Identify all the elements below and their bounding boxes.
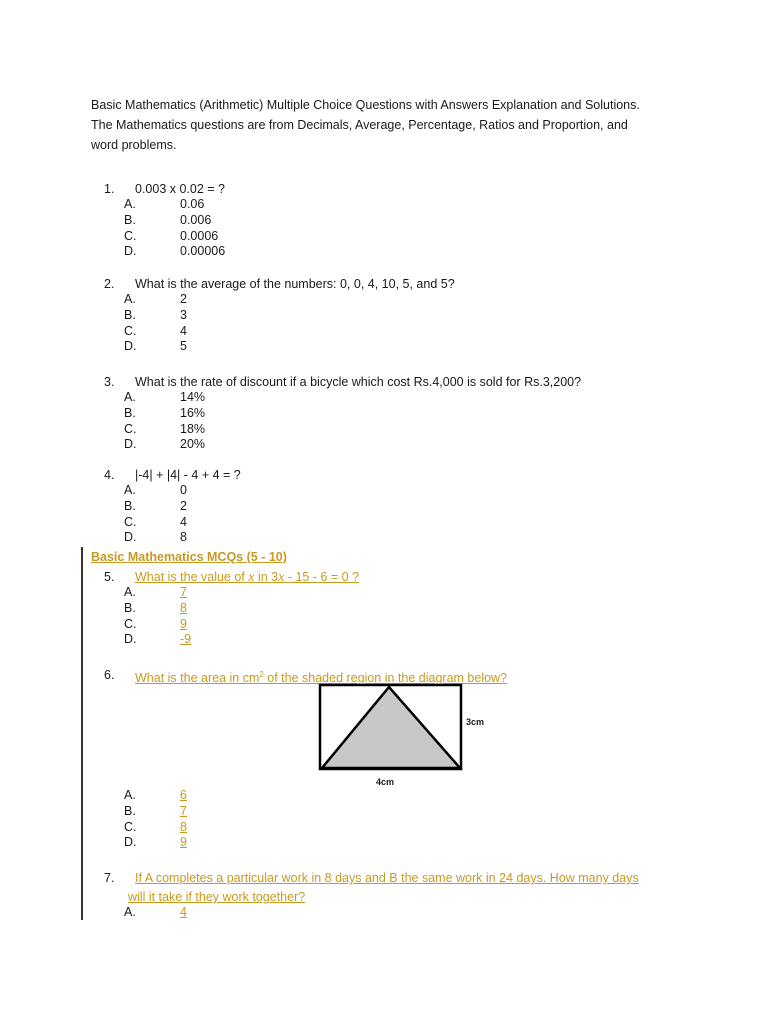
- option-a: [0, 483, 768, 499]
- option-value: 0.0006: [180, 228, 219, 243]
- option-value: 0.006: [180, 212, 212, 227]
- option-letter: D.: [124, 530, 137, 545]
- option-letter: C.: [124, 514, 137, 529]
- question-1: [0, 181, 768, 260]
- option-a: [0, 788, 768, 804]
- option-b: [0, 601, 768, 617]
- option-value-link[interactable]: 6: [180, 788, 187, 802]
- question-number: 5.: [104, 570, 115, 584]
- question-number: 2.: [104, 277, 115, 291]
- question-text: What is the area in cm: [135, 671, 260, 686]
- intro-line: Basic Mathematics (Arithmetic) Multiple Choice Questions with Answers Explanation and Solutions.: [91, 98, 640, 112]
- question-6-options: [0, 788, 768, 851]
- option-a: [0, 585, 768, 601]
- option-c: [0, 229, 768, 245]
- option-a: [0, 197, 768, 213]
- option-c: [0, 820, 768, 836]
- option-letter: A.: [124, 390, 136, 404]
- option-letter: B.: [124, 498, 136, 513]
- section-title-link[interactable]: Basic Mathematics MCQs (5 - 10): [91, 550, 287, 564]
- option-letter: B.: [124, 803, 136, 818]
- superscript: 2: [259, 670, 264, 679]
- option-letter: C.: [124, 616, 137, 631]
- question-text: 0.003 x 0.02 = ?: [135, 182, 226, 196]
- option-c: [0, 422, 768, 438]
- option-letter: B.: [124, 212, 136, 227]
- option-letter: C.: [124, 421, 137, 436]
- question-5: [0, 569, 768, 648]
- option-b: [0, 213, 768, 229]
- option-value-link[interactable]: 8: [180, 819, 187, 834]
- option-d: [0, 632, 768, 648]
- option-value: 3: [180, 307, 187, 322]
- question-link[interactable]: [135, 569, 359, 586]
- option-letter: A.: [124, 483, 136, 497]
- option-d: [0, 530, 768, 546]
- variable-x: x: [278, 570, 285, 585]
- option-letter: C.: [124, 819, 137, 834]
- question-text: What is the rate of discount if a bicycle which cost Rs.4,000 is sold for Rs.3,200?: [135, 375, 582, 389]
- option-value: 14%: [180, 390, 206, 404]
- option-letter: A.: [124, 585, 136, 599]
- option-value: 2: [180, 498, 187, 513]
- question-link[interactable]: will it take if they work together?: [128, 890, 306, 904]
- option-b: [0, 804, 768, 820]
- intro-line: word problems.: [91, 138, 177, 152]
- option-value: 8: [180, 530, 187, 545]
- question-number: 6.: [104, 668, 115, 682]
- option-value: 18%: [180, 421, 206, 436]
- diagram-svg: [318, 683, 498, 793]
- option-d: [0, 835, 768, 851]
- option-letter: D.: [124, 632, 137, 647]
- option-letter: C.: [124, 228, 137, 243]
- option-letter: A.: [124, 788, 136, 802]
- option-c: [0, 324, 768, 340]
- option-b: [0, 499, 768, 515]
- option-letter: B.: [124, 405, 136, 420]
- option-value-link[interactable]: 8: [180, 600, 187, 615]
- option-value-link[interactable]: 7: [180, 803, 187, 818]
- option-value: 2: [180, 292, 187, 306]
- option-b: [0, 308, 768, 324]
- question-text: of the shaded region in the diagram below?: [263, 671, 508, 686]
- option-value-link[interactable]: 4: [180, 905, 187, 919]
- option-value: 20%: [180, 437, 206, 452]
- option-letter: C.: [124, 323, 137, 338]
- option-letter: B.: [124, 307, 136, 322]
- question-2: [0, 276, 768, 355]
- option-letter: D.: [124, 244, 137, 259]
- question-number: 3.: [104, 375, 115, 389]
- option-value-link[interactable]: 9: [180, 616, 187, 631]
- question-text: - 15 - 6 = 0 ?: [284, 570, 360, 584]
- variable-x: x: [248, 570, 255, 585]
- question-text: in 3: [254, 570, 279, 584]
- question-text: |-4| + |4| - 4 + 4 = ?: [135, 468, 241, 482]
- question-text: What is the value of: [135, 570, 249, 584]
- option-d: [0, 244, 768, 260]
- intro-paragraph: [91, 95, 691, 155]
- option-value: 16%: [180, 405, 206, 420]
- question-text: What is the average of the numbers: 0, 0, 4, 10, 5, and 5?: [135, 277, 455, 291]
- option-c: [0, 617, 768, 633]
- option-letter: D.: [124, 437, 137, 452]
- option-c: [0, 515, 768, 531]
- width-label: 4cm: [376, 777, 395, 787]
- option-value: 4: [180, 514, 187, 529]
- option-value-link[interactable]: -9: [180, 632, 192, 647]
- question-link[interactable]: If A completes a particular work in 8 days and B the same work in 24 days. How many days: [135, 871, 639, 885]
- question-3: [0, 374, 768, 453]
- option-letter: A.: [124, 905, 136, 919]
- option-letter: A.: [124, 197, 136, 211]
- question-number: 1.: [104, 182, 115, 196]
- question-number: 4.: [104, 468, 115, 482]
- option-value: 0.06: [180, 197, 205, 211]
- option-a: [0, 292, 768, 308]
- intro-line: The Mathematics questions are from Decimals, Average, Percentage, Ratios and Proportion, and: [91, 118, 628, 132]
- option-letter: D.: [124, 835, 137, 850]
- option-letter: D.: [124, 339, 137, 354]
- question-4: [0, 467, 768, 546]
- option-value-link[interactable]: 9: [180, 835, 187, 850]
- option-a: [0, 390, 768, 406]
- option-d: [0, 339, 768, 355]
- option-letter: B.: [124, 600, 136, 615]
- option-value: 4: [180, 323, 187, 338]
- height-label: 3cm: [466, 717, 485, 727]
- shaded-triangle-diagram: [318, 683, 498, 793]
- question-6: [0, 667, 768, 686]
- option-b: [0, 406, 768, 422]
- option-d: [0, 437, 768, 453]
- option-letter: A.: [124, 292, 136, 306]
- option-value-link[interactable]: 7: [180, 585, 187, 599]
- question-number: 7.: [104, 871, 115, 885]
- option-value: 0: [180, 483, 187, 497]
- option-value: 0.00006: [180, 244, 226, 259]
- question-7: [0, 870, 768, 921]
- option-value: 5: [180, 339, 187, 354]
- option-a: [0, 905, 768, 921]
